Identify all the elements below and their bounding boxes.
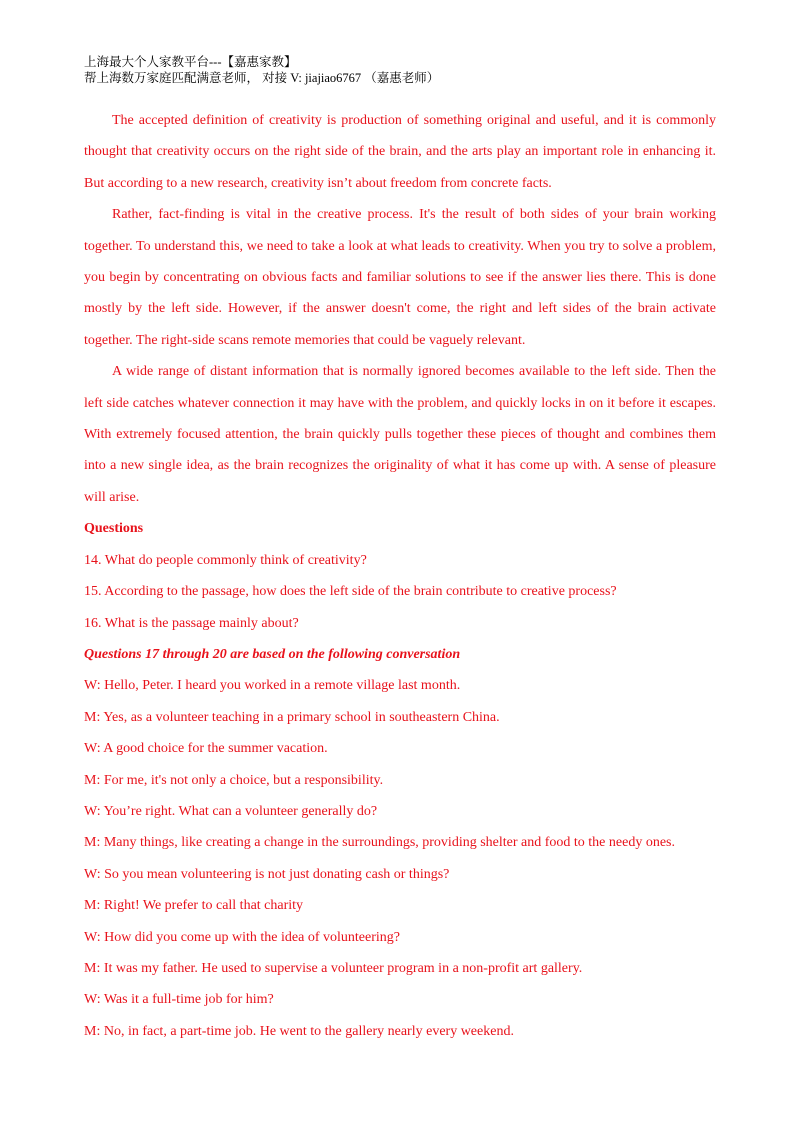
conversation-line: M: Yes, as a volunteer teaching in a primary school in southeastern China. — [84, 709, 500, 725]
page-header — [84, 54, 439, 86]
passage-paragraph-1: The accepted definition of creativity is production of something original and useful, and it is commonly thought that creativity occurs on the right side of the brain, and the arts play an important role in enhancing it. But according to a new research, creativity isn’t about freedom from concrete facts. — [84, 113, 716, 191]
header-line-1: 上海最大个人家教平台---【嘉惠家教】 — [84, 55, 297, 69]
conversation-line: W: You’re right. What can a volunteer generally do? — [84, 803, 378, 819]
question-16: 16. What is the passage mainly about? — [84, 615, 299, 631]
conversation-line: M: Many things, like creating a change in the surroundings, providing shelter and food to the needy ones. — [84, 835, 675, 851]
conversation-line: M: For me, it's not only a choice, but a responsibility. — [84, 772, 384, 788]
question-15: 15. According to the passage, how does the left side of the brain contribute to creative process? — [84, 584, 617, 600]
conversation-heading: Questions 17 through 20 are based on the following conversation — [84, 646, 461, 662]
questions-heading: Questions — [84, 521, 144, 537]
conversation-line: M: No, in fact, a part-time job. He went to the gallery nearly every weekend. — [84, 1023, 514, 1039]
conversation-line: W: Hello, Peter. I heard you worked in a remote village last month. — [84, 678, 461, 694]
page-content — [84, 105, 716, 1047]
passage-paragraph-2: Rather, fact-finding is vital in the creative process. It's the result of both sides of your brain working together. To understand this, we need to take a look at what leads to creativity. When you try to solve a problem, you begin by concentrating on obvious facts and familiar solutions to see if the answer lies there. This is done mostly by the left side. However, if the answer doesn't come, the right and left sides of the brain activate together. The right-side scans remote memories that could be vaguely relevant. — [84, 207, 716, 348]
conversation-line: W: Was it a full-time job for him? — [84, 992, 274, 1008]
passage-paragraph-3: A wide range of distant information that is normally ignored becomes available to the left side. Then the left side catches whatever connection it may have with the problem, and quickly locks in on it before it escapes. With extremely focused attention, the brain quickly pulls together these pieces of thought and combines them into a new single idea, as the brain recognizes the originality of what it has come up with. A sense of pleasure will arise. — [84, 364, 716, 505]
question-14: 14. What do people commonly think of creativity? — [84, 552, 367, 568]
conversation-line: W: A good choice for the summer vacation. — [84, 741, 328, 757]
conversation-line: M: It was my father. He used to supervise a volunteer program in a non-profit art gallery. — [84, 960, 583, 976]
conversation-line: M: Right! We prefer to call that charity — [84, 898, 304, 914]
header-line-2: 帮上海数万家庭匹配满意老师， 对接 V: jiajiao6767 （嘉惠老师） — [84, 71, 440, 85]
conversation-line: W: So you mean volunteering is not just donating cash or things? — [84, 866, 450, 882]
conversation-line: W: How did you come up with the idea of volunteering? — [84, 929, 400, 945]
